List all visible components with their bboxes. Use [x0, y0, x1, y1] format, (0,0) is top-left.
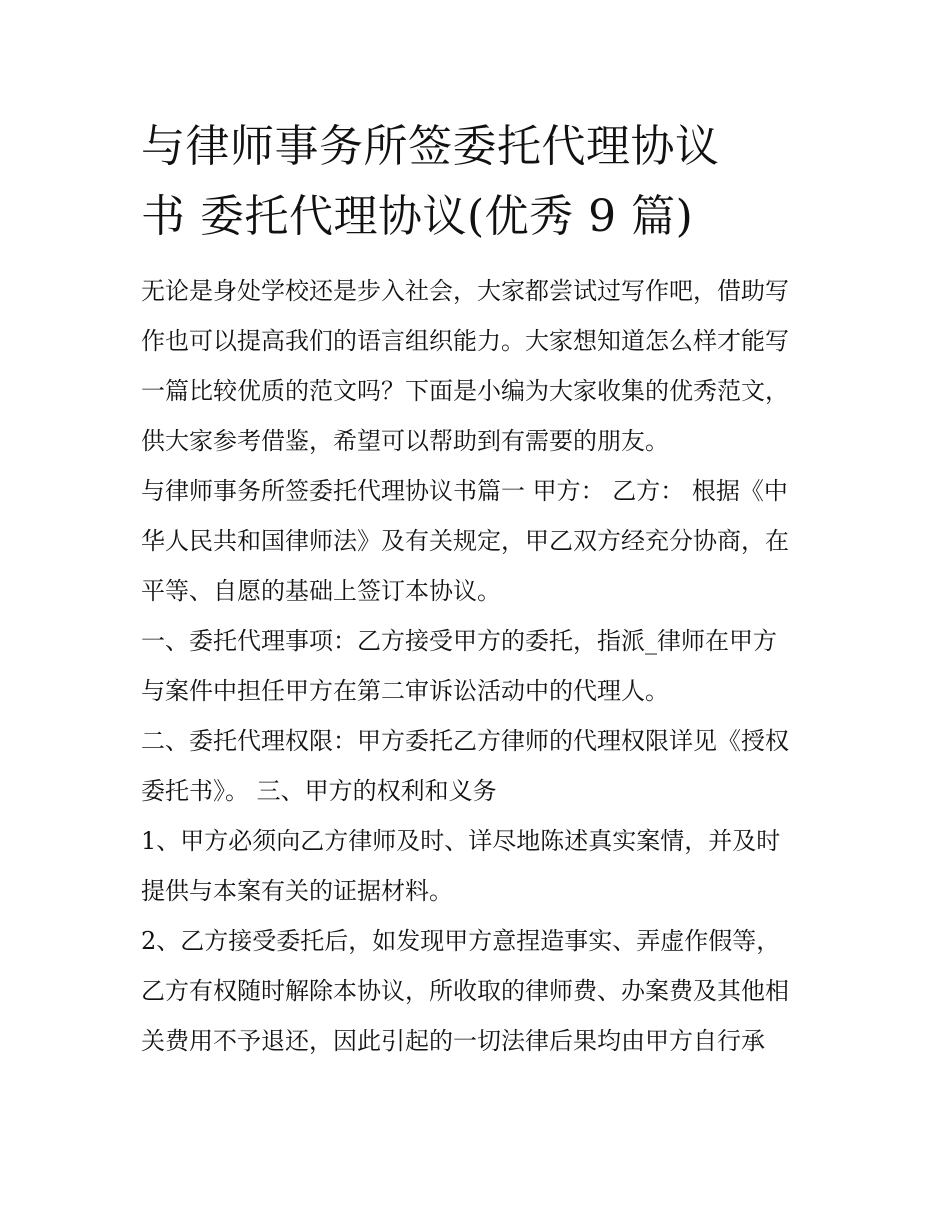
document-title — [141, 112, 813, 252]
text-line: 无论是身处学校还是步入社会，大家都尝试过写作吧，借助写 — [141, 277, 789, 305]
text-line: 委托书》。 三、甲方的权利和义务 — [141, 777, 497, 805]
text-line: 一、委托代理事项：乙方接受甲方的委托，指派_律师在甲方 — [141, 627, 777, 655]
title-line: 与律师事务所签委托代理协议 — [141, 121, 720, 172]
text-line: 1、甲方必须向乙方律师及时、详尽地陈述真实案情，并及时 — [141, 827, 781, 855]
text-line: 关费用不予退还，因此引起的一切法律后果均由甲方自行承 — [141, 1027, 765, 1055]
title-line: 书 委托代理协议(优秀 9 篇) — [141, 191, 694, 242]
text-line: 乙方有权随时解除本协议，所收取的律师费、办案费及其他相 — [141, 977, 789, 1005]
text-line: 华人民共和国律师法》及有关规定，甲乙双方经充分协商，在 — [141, 527, 789, 555]
intro-paragraph — [141, 266, 813, 466]
clause-three-item-two-paragraph — [141, 916, 813, 1066]
clause-two-paragraph — [141, 716, 813, 816]
text-line: 提供与本案有关的证据材料。 — [141, 877, 453, 905]
text-line: 平等、自愿的基础上签订本协议。 — [141, 577, 501, 605]
text-line: 供大家参考借鉴，希望可以帮助到有需要的朋友。 — [141, 427, 669, 455]
clause-three-item-one-paragraph — [141, 816, 813, 916]
text-line: 二、委托代理权限：甲方委托乙方律师的代理权限详见《授权 — [141, 727, 789, 755]
document-content — [141, 112, 813, 1066]
agreement-intro-paragraph — [141, 466, 813, 616]
text-line: 一篇比较优质的范文吗？下面是小编为大家收集的优秀范文， — [141, 377, 789, 405]
text-line: 2、乙方接受委托后，如发现甲方意捏造事实、弄虚作假等， — [141, 927, 781, 955]
text-line: 与案件中担任甲方在第二审诉讼活动中的代理人。 — [141, 677, 669, 705]
text-line: 与律师事务所签委托代理协议书篇一 甲方： 乙方： 根据《中 — [141, 477, 788, 505]
clause-one-paragraph — [141, 616, 813, 716]
text-line: 作也可以提高我们的语言组织能力。大家想知道怎么样才能写 — [141, 327, 789, 355]
